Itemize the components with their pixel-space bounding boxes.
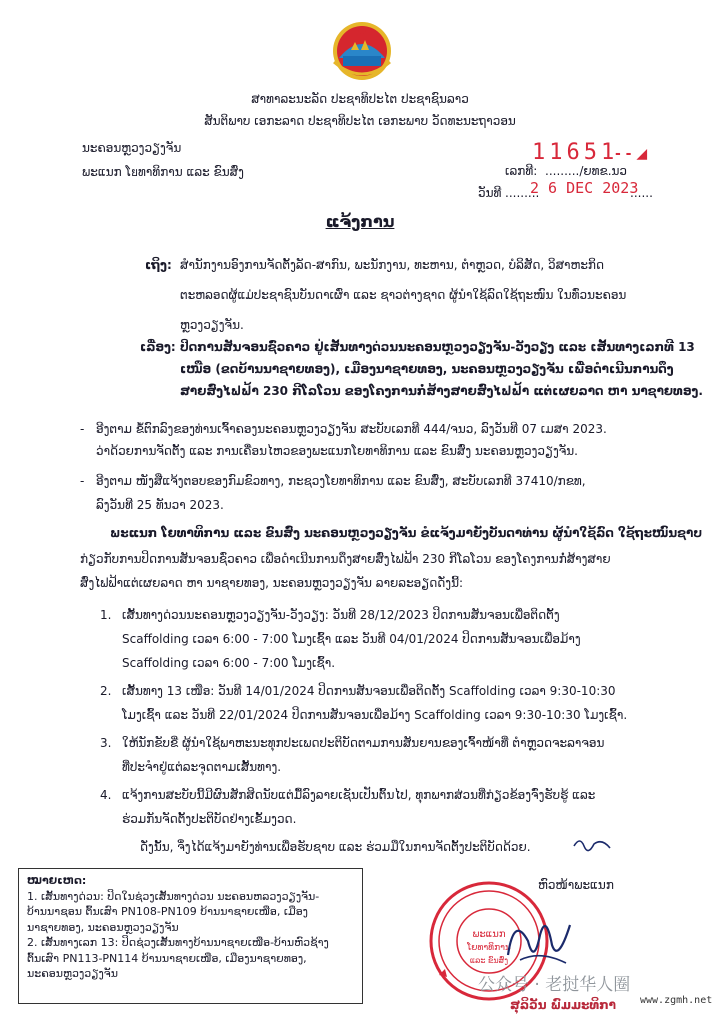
watermark-site: www.zgmh.net — [640, 995, 713, 1006]
item-3-line-1: ໃຫ້ນັກຂັບຂີ່ ຜູ້ນຳໃຊ້ພາຫະນະທຸກປະເພດປະຕິບັດຕາມການສັນຍານຂອງເຈົ້າໜ້າທີ່ ຕຳຫຼວດຈະລາຈອນ — [122, 736, 605, 750]
subject-label: ເລື່ອງ: — [140, 340, 176, 354]
document-title — [0, 212, 720, 231]
issuer-dept: ພະແນກ ໂยທາທິການ ແລະ ຂົນສົ່ງ — [82, 165, 244, 179]
lao-emblem-icon — [329, 20, 395, 82]
issuer-city: ນະຄອນຫຼວງວຽງຈັນ — [82, 141, 182, 155]
item-2-line-1: ເສັ້ນທາງ 13 ເໜືອ: ວັນທີ 14/01/2024 ປິດການສັນຈອນເພື່ອຕິດຕັ້ງ Scaffolding ເວລາ 9:30-10:30 — [122, 684, 616, 698]
item-4-number: 4. — [100, 788, 112, 802]
ref-number-stamp: 11651 — [532, 140, 619, 165]
header-line-1: ສາທາລະນະລັດ ປະຊາທິປະໄຕ ປະຊາຊົນລາວ — [251, 92, 469, 106]
date-label: ວັນທີ — [478, 186, 502, 200]
signatory-title: ຫົວໜ້າພະແນກ — [538, 878, 614, 892]
notes-line-3: ນາຊາຍທອງ, ນະຄອນຫຼວງວຽງຈັນ — [27, 920, 179, 934]
watermark-text: 公众号 · 老挝华人圈 — [478, 975, 631, 995]
date-tail: ...... — [630, 186, 653, 200]
handwritten-signature-icon — [500, 905, 580, 975]
seal-text-2: ໂຍທາທິການ — [467, 943, 511, 953]
date-stamp: 2 6 DEC 2023 — [530, 179, 639, 197]
ref-number-label: ເລກທີ: — [505, 164, 538, 178]
ref-2-line-1: ອີງຕາມ ໜັງສືແຈ້ງຕອບຂອງກົມຂົວທາງ, ກະຊວງໂຍທາທິການ ແລະ ຂົນສົ່ງ, ສະບັບເລກທີ 37410/ກຂທ, — [96, 474, 586, 488]
notes-line-5: ຕົ້ນເສົາ PN113-PN114 ບ້ານນາຊາຍເໜືອ, ເມືອງນາຊາຍທອງ, — [27, 951, 307, 965]
to-line-2: ຕະຫລອດຜູ້ແມ່ປະຊາຊົນບັນດາເຜົ່າ ແລະ ຊາວຕ່າງຊາດ ຜູ້ນຳໃຊ້ລົດໃຊ້ຖະໜົນ ໃນທົ່ວນະຄອນ — [180, 288, 627, 302]
seal-text-3: ແລະ ຂົນສົ່ງ — [469, 956, 509, 965]
header-line-2: ສັນຕິພາບ ເອກະລາດ ປະຊາທິປະໄຕ ເອກະພາບ ວັດທະນະຖາວອນ — [204, 114, 516, 128]
ref-number-suffix: ........./ຍທຂ.ນວ — [545, 164, 627, 178]
item-1-line-3: Scaffolding ເວລາ 6:00 - 7:00 ໂມງເຊົ້າ. — [122, 656, 336, 670]
item-1-line-2: Scaffolding ເວລາ 6:00 - 7:00 ໂມງເຊົ້າ ແລະ ວັນທີ 04/01/2024 ປິດການສັນຈອນເພື່ອມ້າງ — [122, 632, 581, 646]
ref-2-line-2: ລົງວັນທີ 25 ທັນວາ 2023. — [96, 498, 224, 512]
notes-line-6: ນະຄອນຫຼວງວຽງຈັນ — [27, 967, 118, 980]
to-line-3: ຫຼວງວຽງຈັນ. — [180, 318, 244, 332]
ref-bullet-1: - — [80, 422, 85, 436]
notes-line-2: ບ້ານນາຊອນ ຕົ້ນເສົາ PN108-PN109 ບ້ານນາຊາຍເໜືອ, ເມືອງ — [27, 905, 308, 918]
subject-line-1: ປິດການສັນຈອນຊົ່ວຄາວ ຢູ່ເສັ້ນທາງດ່ວນນະຄອນຫຼວງວຽງຈັນ-ວັງວຽງ ແລະ ເສັ້ນທາງເລກທີ 13 — [180, 340, 695, 354]
initials-signature-icon — [572, 834, 612, 854]
item-2-number: 2. — [100, 684, 112, 698]
item-3-number: 3. — [100, 736, 112, 750]
item-1-number: 1. — [100, 608, 112, 622]
closing-text: ດັ່ງນັ້ນ, ຈຶ່ງໄດ້ແຈ້ງມາຍັງທ່ານເພື່ອຮັບຊາບ ແລະ ຮ່ວມມືໃນການຈັດຕັ້ງປະຕິບັດດ້ວຍ. — [140, 840, 531, 854]
intro-line-1 — [110, 522, 702, 544]
intro-line-1-text: ພະແນກ ໂຍທາທິການ ແລະ ຂົນສົ່ງ ນະຄອນຫຼວງວຽງຈັນ ຂໍແຈ້ງມາຍັງບັນດາທ່ານ ຜູ້ນຳໃຊ້ລົດ ໃຊ້ຖະໜົນຊາບ — [110, 526, 703, 540]
item-4-line-1: ແຈ້ງການສະບັບນີ້ມີຜົນສັກສິດນັບແຕ່ມື້ລົງລາຍເຊັນເປັນຕົ້ນໄປ, ທຸກພາກສ່ວນທີ່ກ່ຽວຂ້ອງຈົ່ງຮັບຮູ້ ແລະ — [122, 788, 596, 802]
notes-line-1: 1. ເສັ້ນທາງດ່ວນ: ປິດໃນຊ່ວງເສັ້ນທາງດ່ວນ ນະຄອນຫລວງວຽງຈັນ- — [27, 889, 320, 903]
notes-title: ໝາຍເຫດ: — [27, 874, 87, 887]
ref-bullet-2: - — [80, 474, 85, 488]
subject-line-2: ເໜືອ (ຂດບ້ານນາຊາຍທອງ), ເມືອງນາຊາຍທອງ, ນະຄອນຫຼວງວຽງຈັນ ເພື່ອດຳເນີນການດຶງ — [180, 362, 674, 376]
signatory-name: ສຸລິວັນ ພົມມະທິກາ — [510, 998, 616, 1012]
intro-line-3: ສົ່ງໄຟຟ້າແຕ່ເຜຍລາດ ຫາ ນາຊາຍທອງ, ນະຄອນຫຼວງວຽງຈັນ ລາຍລະອຽດດັ່ງນີ້: — [80, 576, 464, 590]
ref-1-line-2: ວ່າດ້ວຍການຈັດຕັ້ງ ແລະ ການເຄື່ອນໄຫວຂອງພະແນກໂຍທາທິການ ແລະ ຂົນສົ່ງ ນະຄອນຫຼວງວຽງຈັນ. — [96, 444, 578, 458]
item-4-line-2: ຮ່ວມກັນຈັດຕັ້ງປະຕິບັດຢ່າງເຂັ້ມງວດ. — [122, 812, 297, 826]
notes-box — [18, 868, 363, 1004]
notes-line-4: 2. ເສັ້ນທາງເລກ 13: ປິດຊ່ວງເສັ້ນທາງບ້ານນາຊາຍເໜືອ-ບ້ານຫົວຊ້າງ — [27, 936, 329, 949]
ref-1-line-1: ອີງຕາມ ຂໍ້ຕົກລົງຂອງທ່ານເຈົ້າຄອງນະຄອນຫຼວງວຽງຈັນ ສະບັບເລກທີ 444/ຈນວ, ລົງວັນທີ 07 ເມສາ 2023. — [96, 422, 607, 436]
intro-line-2: ກ່ຽວກັບການປິດການສັນຈອນຊົ່ວຄາວ ເພື່ອດຳເນີນການດຶງສາຍສົ່ງໄຟຟ້າ 230 ກີໂລໂວນ ຂອງໂຄງການກໍ່ສ້າງສາຍ — [80, 552, 611, 566]
item-3-line-2: ທີ່ປະຈຳຢູ່ແຕ່ລະຈຸດຕາມເສັ້ນທາງ. — [122, 760, 282, 774]
seal-text-1: ພະແນກ — [472, 929, 506, 940]
date-dots: ......... — [505, 186, 540, 200]
subject-line-3: ສາຍສົ່ງໄຟຟ້າ 230 ກີໂລໂວນ ຂອງໂຄງການກໍ່ສ້າງສາຍສົ່ງໄຟຟ້າ ແຕ່ເຜຍລາດ ຫາ ນາຊາຍທອງ. — [180, 384, 703, 398]
document-title-text: ແຈ້ງການ — [325, 212, 395, 231]
item-1-line-1: ເສັ້ນທາງດ່ວນນະຄອນຫຼວງວຽງຈັນ-ວັງວຽງ: ວັນທີ 28/12/2023 ປິດການສັນຈອນເພື່ອຕິດຕັ້ງ — [122, 608, 560, 622]
to-label: ເຖິງ: — [145, 258, 172, 272]
item-2-line-2: ໂມງເຊົ້າ ແລະ ວັນທີ 22/01/2024 ປິດການສັນຈອນເພື່ອມ້າງ Scaffolding ເວລາ 9:30-10:30 ໂມງເຊົ້າ. — [122, 708, 628, 722]
ref-number-dash: - - ◢ — [615, 146, 648, 162]
to-line-1: ສຳນັກງານອົງການຈັດຕັ້ງລັດ-ສາກົນ, ພະນັກງານ, ທະຫານ, ຕຳຫຼວດ, ບໍລິສັດ, ວິສາຫະກິດ — [180, 258, 604, 272]
